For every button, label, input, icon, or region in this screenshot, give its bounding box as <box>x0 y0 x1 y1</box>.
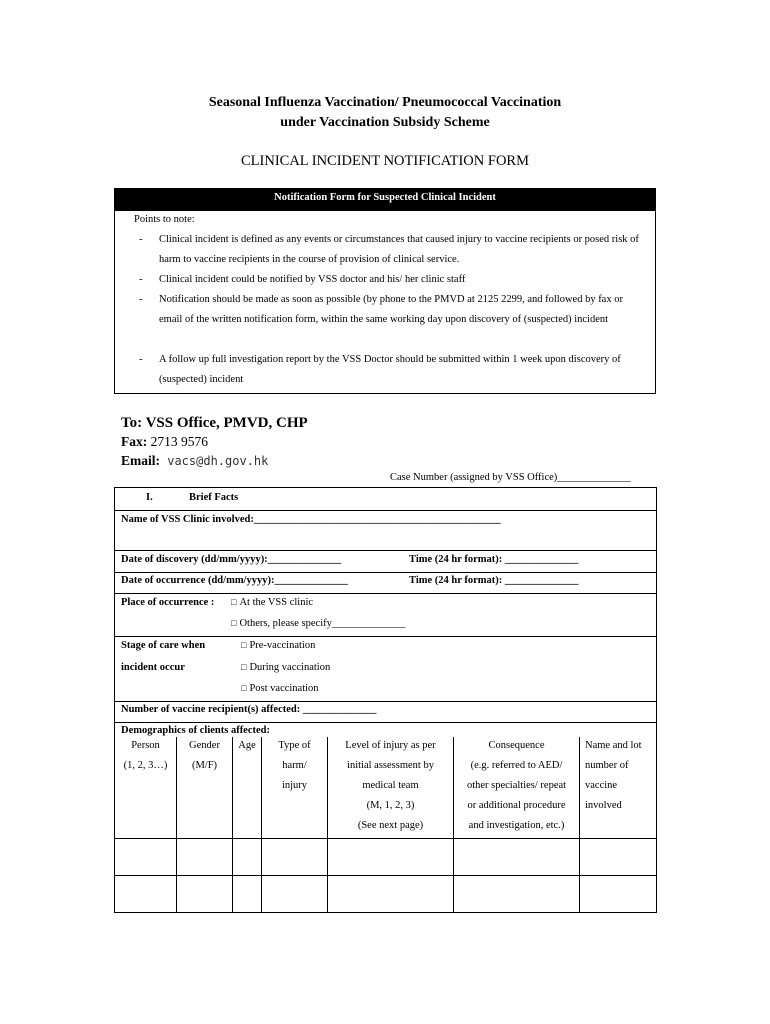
divider <box>115 722 656 723</box>
place-option-others-checkbox[interactable]: □ Others, please specify______________ <box>231 618 405 629</box>
stage-post-vaccination-checkbox[interactable]: □ Post vaccination <box>241 683 319 694</box>
point-1: Clinical incident is defined as any events or circumstances that caused injury to vaccine recipients or posed risk of harm to vaccine recipients in the course of provision of clinical service. <box>159 234 639 265</box>
demographics-label: Demographics of clients affected: <box>121 725 270 736</box>
form-title: CLINICAL INCIDENT NOTIFICATION FORM <box>241 153 529 169</box>
clinic-name-field[interactable]: Name of VSS Clinic involved:_______________________________________________ <box>121 514 501 525</box>
table-header-person: Person (1, 2, 3…) <box>123 740 168 771</box>
divider <box>115 636 656 637</box>
place-option-vss-clinic-checkbox[interactable]: □ At the VSS clinic <box>231 597 313 608</box>
point-3: Notification should be made as soon as possible (by phone to the PMVD at 2125 2299, and followed by fax or email of the written notification form, within the same working day upon discovery of (suspected) incident <box>159 294 623 325</box>
stage-during-vaccination-checkbox[interactable]: □ During vaccination <box>241 662 330 673</box>
bullet: - <box>139 274 143 285</box>
time-of-occurrence-field[interactable]: Time (24 hr format): ______________ <box>409 575 579 586</box>
to-line: To: VSS Office, PMVD, CHP <box>121 415 308 431</box>
notice-box <box>114 188 656 394</box>
table-row[interactable] <box>115 839 656 875</box>
table-header-vaccine-lot: Name and lot number of vaccine involved <box>585 740 642 811</box>
email-label: Email: <box>121 453 160 468</box>
bullet: - <box>139 354 143 365</box>
point-2: Clinical incident could be notified by VSS doctor and his/ her clinic staff <box>159 274 466 285</box>
email-address[interactable]: vacs@dh.gov.hk <box>160 454 269 468</box>
notice-heading: Notification Form for Suspected Clinical Incident <box>115 189 655 211</box>
bullet: - <box>139 294 143 305</box>
table-header-consequence: Consequence (e.g. referred to AED/ other specialties/ repeat or additional procedure and investigation, etc.) <box>466 740 567 831</box>
table-header-level-of-injury: Level of injury as per initial assessment by medical team (M, 1, 2, 3) (See next page) <box>345 740 436 831</box>
section-title: Brief Facts <box>189 492 239 503</box>
stage-of-care-label-2: incident occur <box>121 662 185 673</box>
section-number: I. <box>146 492 153 503</box>
case-number-field[interactable]: Case Number (assigned by VSS Office)______________ <box>390 472 631 483</box>
date-of-discovery-field[interactable]: Date of discovery (dd/mm/yyyy):______________ <box>121 554 342 565</box>
doc-title-line1: Seasonal Influenza Vaccination/ Pneumococcal Vaccination <box>208 95 562 110</box>
point-4: A follow up full investigation report by the VSS Doctor should be submitted within 1 week upon discovery of (suspected) incident <box>159 354 621 385</box>
fax-label: Fax: <box>121 434 148 449</box>
email-line <box>121 453 268 469</box>
divider <box>115 701 656 702</box>
points-label: Points to note: <box>134 214 195 225</box>
stage-of-care-label-1: Stage of care when <box>121 640 206 651</box>
place-of-occurrence-label: Place of occurrence : <box>121 597 215 608</box>
brief-facts-form <box>114 487 657 913</box>
divider <box>115 550 656 551</box>
table-header-age: Age <box>238 740 256 751</box>
fax-line <box>121 434 208 450</box>
divider <box>115 593 656 594</box>
doc-title-line2: under Vaccination Subsidy Scheme <box>280 115 490 130</box>
fax-number: 2713 9576 <box>147 434 208 449</box>
stage-pre-vaccination-checkbox[interactable]: □ Pre-vaccination <box>241 640 315 651</box>
table-row[interactable] <box>115 876 656 912</box>
bullet: - <box>139 234 143 245</box>
number-of-recipients-field[interactable]: Number of vaccine recipient(s) affected: ______________ <box>121 704 377 715</box>
divider <box>115 510 656 511</box>
divider <box>115 572 656 573</box>
table-header-gender: Gender (M/F) <box>189 740 220 771</box>
time-of-discovery-field[interactable]: Time (24 hr format): ______________ <box>409 554 579 565</box>
date-of-occurrence-field[interactable]: Date of occurrence (dd/mm/yyyy):______________ <box>121 575 348 586</box>
table-header-type-of-harm: Type of harm/ injury <box>278 740 311 791</box>
